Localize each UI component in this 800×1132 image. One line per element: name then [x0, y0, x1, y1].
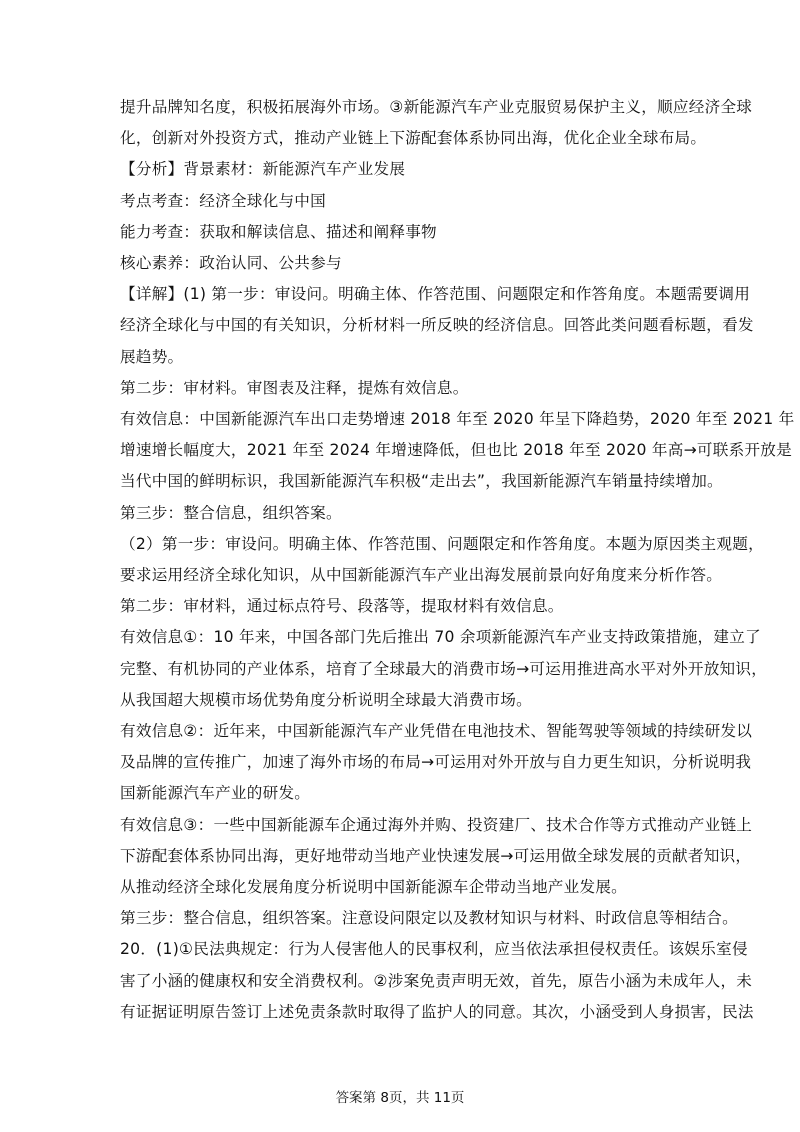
text-line: 【详解】(1) 第一步：审设问。明确主体、作答范围、问题限定和作答角度。本题需要调用	[120, 285, 751, 304]
ability-test: 能力考查：获取和解读信息、描述和阐释事物	[120, 222, 437, 241]
analysis-material: 【分析】背景素材：新能源汽车产业发展	[120, 160, 406, 179]
valid-info-1	[120, 622, 768, 716]
text-line: 要求运用经济全球化知识，从中国新能源汽车产业出海发展前景向好角度来分析作答。	[120, 565, 723, 584]
text-line: 20．(1)①民法典规定：行为人侵害他人的民事权利，应当依法承担侵权责任。该娱乐室侵	[120, 940, 748, 959]
text-line: 及品牌的宣传推广，加速了海外市场的布局→可运用对外开放与自力更生知识，分析说明我	[120, 753, 752, 772]
text-line: 化，创新对外投资方式，推动产业链上下游配套体系协同出海，优化企业全球布局。	[120, 129, 707, 148]
text-line: 有效信息：中国新能源汽车出口走势增速 2018 年至 2020 年呈下降趋势，2020 年至 2021 年	[120, 409, 795, 428]
text-line: 有效信息①：10 年来，中国各部门先后推出 70 余项新能源汽车产业支持政策措施，建立了	[120, 628, 761, 647]
text-line: 从推动经济全球化发展角度分析说明中国新能源车企带动当地产业发展。	[120, 877, 628, 896]
part-2-step-3: 第三步：整合信息，组织答案。注意设问限定以及教材知识与材料、时政信息等相结合。	[120, 909, 738, 928]
answer-continuation	[120, 92, 753, 154]
text-line: 提升品牌知名度，积极拓展海外市场。③新能源汽车产业克服贸易保护主义，顺应经济全球	[120, 98, 753, 116]
text-line: 有证据证明原告签订上述免责条款时取得了监护人的同意。其次，小涵受到人身损害，民法	[120, 1002, 754, 1021]
question-20-answer	[120, 934, 754, 1028]
text-line: 下游配套体系协同出海，更好地带动当地产业快速发展→可运用做全球发展的贡献者知识，	[120, 846, 752, 865]
valid-info-3	[120, 810, 753, 904]
text-line: 从我国超大规模市场优势角度分析说明全球最大消费市场。	[120, 690, 532, 709]
text-line: 当代中国的鲜明标识，我国新能源汽车积极“走出去”，我国新能源汽车销量持续增加。	[120, 472, 723, 491]
text-line: 完整、有机协同的产业体系，培育了全球最大的消费市场→可运用推进高水平对外开放知识，	[120, 659, 768, 678]
test-point: 考点考查：经济全球化与中国	[120, 191, 326, 210]
text-line: 有效信息②：近年来，中国新能源汽车产业凭借在电池技术、智能驾驶等领域的持续研发以	[120, 721, 753, 740]
part-2-step-1	[120, 529, 764, 591]
valid-info	[120, 404, 795, 498]
page-footer: 答案第 8页，共 11页	[335, 1090, 465, 1106]
step-2-material: 第二步：审材料。审图表及注释，提炼有效信息。	[120, 378, 469, 397]
text-line: 增速增长幅度大，2021 年至 2024 年增速降低，但也比 2018 年至 2020 年高→可联系开放是	[120, 441, 792, 460]
step-3-integrate: 第三步：整合信息，组织答案。	[120, 503, 342, 522]
answer-body	[120, 92, 795, 1028]
text-line: （2）第一步：审设问。明确主体、作答范围、问题限定和作答角度。本题为原因类主观题，	[120, 534, 764, 553]
detail-step-1	[120, 279, 754, 373]
text-line: 有效信息③：一些中国新能源车企通过海外并购、投资建厂、技术合作等方式推动产业链上	[120, 815, 753, 834]
part-2-step-2: 第二步：审材料，通过标点符号、段落等，提取材料有效信息。	[120, 597, 564, 616]
core-literacy: 核心素养：政治认同、公共参与	[120, 253, 342, 272]
text-line: 害了小涵的健康权和安全消费权利。②涉案免责声明无效，首先，原告小涵为未成年人，未	[120, 971, 753, 990]
valid-info-2	[120, 716, 753, 810]
text-line: 展趋势。	[120, 347, 184, 366]
text-line: 经济全球化与中国的有关知识，分析材料一所反映的经济信息。回答此类问题看标题，看发	[120, 316, 754, 335]
text-line: 国新能源汽车产业的研发。	[120, 784, 311, 803]
